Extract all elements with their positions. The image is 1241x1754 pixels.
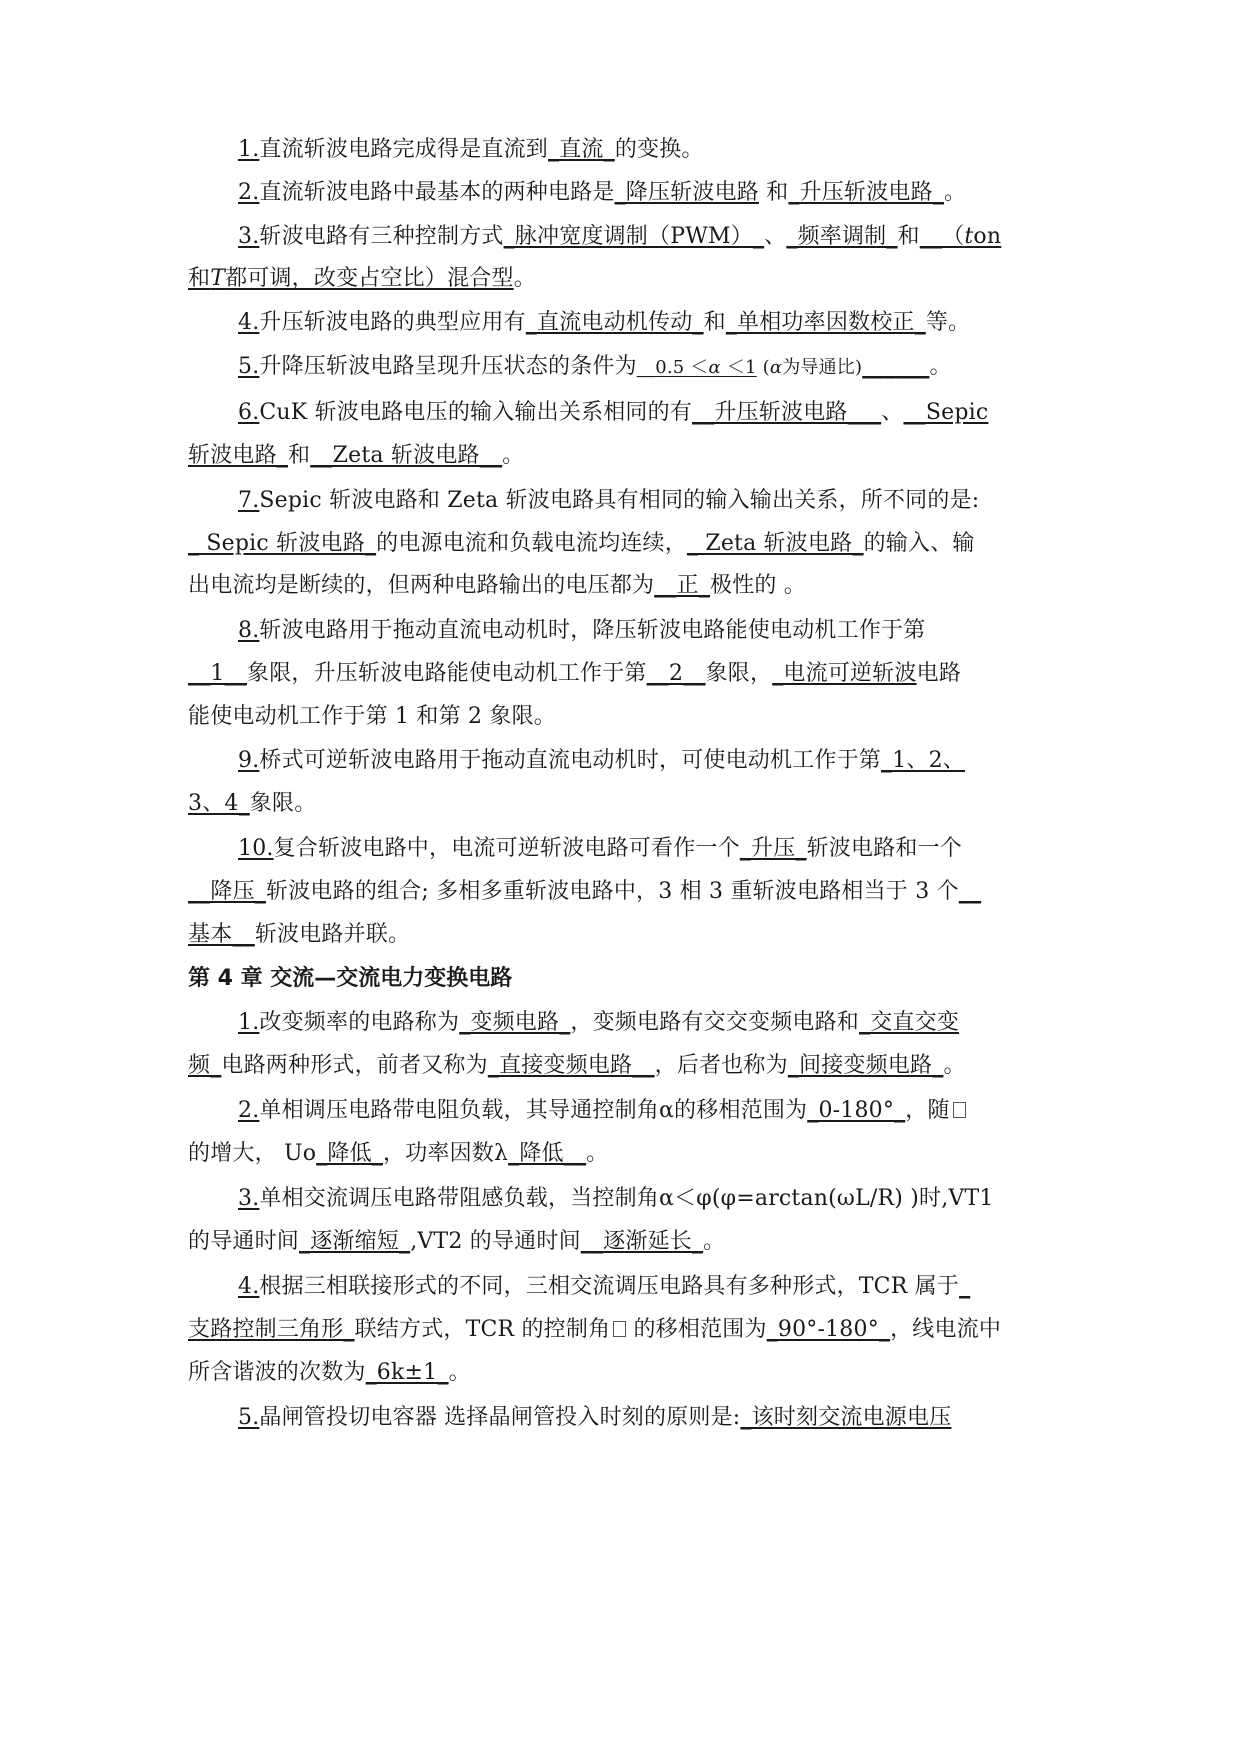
question-line — [188, 264, 1068, 294]
missing-glyph-icon — [613, 1321, 626, 1337]
question-line — [238, 1096, 1068, 1126]
question-number: 4. — [238, 310, 260, 335]
question-text: 斩波电路的组合; 多相多重斩波电路中，3 相 3 重斩波电路相当于 3 个 — [266, 879, 959, 904]
question-text: 。 — [943, 1053, 966, 1078]
question-text: 。 — [448, 1360, 471, 1385]
question-text: 电路 — [916, 661, 962, 686]
question-number: 9. — [238, 748, 260, 773]
question-line — [188, 920, 1068, 950]
question-text: CuK 斩波电路电压的输入输出关系相同的有 — [259, 400, 693, 425]
answer-blank: _直接变频电路__ — [487, 1053, 655, 1078]
answer-blank: _降压斩波电路 — [614, 180, 759, 205]
answer-blank: __Sepic — [903, 400, 989, 425]
question-number: 3. — [238, 1186, 260, 1211]
question-text: ，线电流中 — [890, 1317, 1002, 1342]
answer-blank: _升压斩波电路_ — [788, 180, 945, 205]
answer-blank: _ Zeta 斩波电路_ — [686, 531, 864, 556]
question-number: 2. — [238, 180, 260, 205]
question-text: 和 — [703, 310, 726, 335]
answer-blank: _1、2、 — [881, 748, 965, 773]
question-line — [238, 1008, 1068, 1038]
question-text: ,VT2 的导通时间 — [410, 1229, 581, 1254]
question-text: ，随 — [905, 1098, 950, 1123]
question-number: 4. — [238, 1274, 260, 1299]
question-text: ，功率因数λ — [383, 1141, 509, 1166]
question-text: 、 — [764, 224, 787, 249]
question-line — [188, 789, 1068, 819]
question-number: 8. — [238, 618, 260, 643]
question-number: 3. — [238, 224, 260, 249]
question-number: 5. — [238, 1405, 260, 1430]
answer-blank: _单相功率因数校正_ — [725, 310, 926, 335]
question-text: 。 — [703, 1229, 726, 1254]
question-text: 。 — [502, 443, 525, 468]
question-number: 7. — [238, 488, 260, 513]
question-line — [238, 178, 1068, 208]
answer-blank: _直流_ — [548, 137, 615, 162]
question-text: 。 — [513, 266, 536, 291]
question-line — [238, 616, 1068, 646]
question-line — [238, 834, 1068, 864]
answer-blank: __ — [958, 879, 982, 904]
question-text: 晶闸管投切电容器 选择晶闸管投入时刻的原则是: — [259, 1405, 741, 1430]
question-text: 、 — [881, 400, 904, 425]
question-line — [238, 398, 1068, 428]
question-text: 和 — [759, 180, 789, 205]
answer-blank: _ — [959, 1274, 971, 1299]
answer-blank: __1__ — [188, 661, 247, 686]
question-text: 和 — [288, 443, 311, 468]
question-text: 的电源电流和负载电流均连续， — [376, 531, 687, 556]
answer-blank: 3、4_ — [188, 791, 250, 816]
missing-glyph-icon — [953, 1102, 966, 1118]
answer-blank: 支路控制三角形_ — [188, 1317, 355, 1342]
question-text: 单相交流调压电路带阻感负载，当控制角α＜φ(φ=arctan(ωL/R) )时,VT1 — [259, 1186, 994, 1211]
question-text: 等。 — [925, 310, 971, 335]
question-text: 斩波电路有三种控制方式 — [259, 224, 504, 249]
question-text: 的变换。 — [614, 137, 704, 162]
answer-blank: __0.5 ＜α ＜1 — [636, 357, 757, 378]
question-text: ，后者也称为 — [654, 1053, 788, 1078]
question-text: 出电流均是断续的，但两种电路输出的电压都为 — [188, 573, 655, 598]
question-text: 。 — [586, 1141, 609, 1166]
question-line — [238, 1272, 1068, 1302]
question-text: 联结方式，TCR 的控制角 — [354, 1317, 611, 1342]
answer-blank: _6k±1_ — [365, 1360, 449, 1385]
question-line — [188, 877, 1068, 907]
question-text: 改变频率的电路称为 — [259, 1010, 460, 1035]
question-line — [188, 1139, 1068, 1169]
answer-blank: _频率调制_ — [786, 224, 898, 249]
question-text: 斩波电路并联。 — [254, 922, 411, 947]
answer-blank: 基本__ — [188, 922, 255, 947]
question-line — [238, 135, 1068, 165]
question-text: 的输入、输 — [863, 531, 975, 556]
question-text: 所含谐波的次数为 — [188, 1360, 366, 1385]
answer-blank: _逐渐缩短_ — [299, 1229, 411, 1254]
question-text: 复合斩波电路中，电流可逆斩波电路可看作一个 — [273, 836, 740, 861]
answer-blank: _降低_ — [316, 1141, 383, 1166]
question-line — [238, 352, 1068, 383]
question-line — [238, 486, 1068, 516]
answer-blank: _交直交变 — [859, 1010, 960, 1035]
answer-blank: _脉冲宽度调制（PWM）_ — [503, 224, 765, 249]
question-text: 单相调压电路带电阻负载，其导通控制角α的移相范围为 — [259, 1098, 808, 1123]
question-text: 电路两种形式，前者又称为 — [221, 1053, 488, 1078]
answer-blank: _降低__ — [508, 1141, 587, 1166]
question-text: 和 — [897, 224, 920, 249]
question-text: 象限。 — [249, 791, 317, 816]
chapter-heading: 第 4 章 交流—交流电力变换电路 — [188, 966, 513, 991]
question-line — [238, 746, 1068, 776]
question-number: 5. — [238, 354, 260, 379]
question-text: 根据三相联接形式的不同，三相交流调压电路具有多种形式，TCR 属于 — [259, 1274, 960, 1299]
question-text: 的导通时间 — [188, 1229, 300, 1254]
question-number: 2. — [238, 1098, 260, 1123]
question-line — [188, 571, 1068, 601]
question-line — [238, 222, 1068, 252]
answer-blank: ______ — [862, 354, 930, 379]
question-text: Sepic 斩波电路和 Zeta 斩波电路具有相同的输入输出关系，所不同的是: — [259, 488, 980, 513]
question-number: 10. — [238, 836, 274, 861]
answer-blank: 斩波电路_ — [188, 443, 289, 468]
answer-blank: _升压_ — [739, 836, 807, 861]
question-text: 的移相范围为 — [626, 1317, 767, 1342]
question-text: 直流斩波电路中最基本的两种电路是 — [259, 180, 615, 205]
question-text: 升压斩波电路的典型应用有 — [259, 310, 526, 335]
answer-blank: _ Sepic 斩波电路_ — [188, 531, 377, 556]
answer-blank: __降压_ — [188, 879, 267, 904]
question-line — [188, 441, 1068, 471]
answer-blank: _90°-180°_ — [766, 1317, 891, 1342]
question-text: 极性的 。 — [710, 573, 807, 598]
question-number: 6. — [238, 400, 260, 425]
question-number: 1. — [238, 1010, 260, 1035]
answer-blank: __2__ — [646, 661, 706, 686]
question-text: 升降压斩波电路呈现升压状态的条件为 — [259, 354, 637, 379]
question-line — [188, 1051, 1068, 1081]
question-line — [188, 529, 1068, 559]
answer-blank: _该时刻交流电源电压 — [740, 1405, 952, 1430]
question-text: 桥式可逆斩波电路用于拖动直流电动机时，可使电动机工作于第 — [259, 748, 881, 773]
question-line — [238, 1184, 1068, 1214]
answer-blank: _间接变频电路_ — [787, 1053, 944, 1078]
answer-blank: __（ton — [919, 224, 1002, 249]
question-line — [188, 1358, 1068, 1388]
question-text: 的增大， Uo — [188, 1141, 317, 1166]
question-number: 1. — [238, 137, 260, 162]
question-text: 。 — [929, 354, 952, 379]
answer-blank: _0-180°_ — [807, 1098, 906, 1123]
question-line — [238, 1403, 1068, 1433]
answer-blank: 频_ — [188, 1053, 222, 1078]
question-text: 。 — [944, 180, 967, 205]
answer-blank: __正_ — [654, 573, 711, 598]
question-text: 直流斩波电路完成得是直流到 — [259, 137, 548, 162]
question-text: ，变频电路有交交变频电路和 — [570, 1010, 860, 1035]
question-text: 象限，升压斩波电路能使电动机工作于第 — [247, 661, 647, 686]
question-line — [188, 702, 1068, 732]
question-text: 象限， — [705, 661, 773, 686]
answer-blank: _变频电路_ — [459, 1010, 571, 1035]
answer-blank: __逐渐延长_ — [580, 1229, 704, 1254]
answer-blank: 和T都可调，改变占空比）混合型 — [188, 266, 514, 291]
answer-blank: _电流可逆斩波 — [772, 661, 917, 686]
question-text: 能使电动机工作于第 1 和第 2 象限。 — [188, 704, 556, 729]
question-line — [188, 1227, 1068, 1257]
question-text: (α为导通比) — [756, 357, 863, 378]
question-line — [238, 308, 1068, 338]
question-line — [188, 1315, 1068, 1345]
answer-blank: _直流电动机传动_ — [525, 310, 704, 335]
answer-blank: __升压斩波电路___ — [692, 400, 882, 425]
question-text: 斩波电路用于拖动直流电动机时，降压斩波电路能使电动机工作于第 — [259, 618, 926, 643]
question-text: 斩波电路和一个 — [806, 836, 963, 861]
answer-blank: __Zeta 斩波电路__ — [310, 443, 503, 468]
question-line — [188, 659, 1068, 689]
